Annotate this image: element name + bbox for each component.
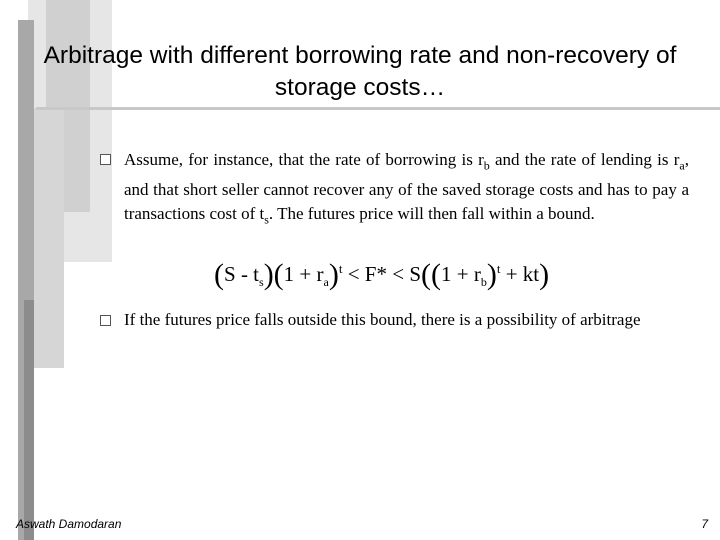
- hollow-square-bullet-icon: [100, 154, 111, 165]
- decor-block-dark-inner: [24, 300, 34, 540]
- page-number: 7: [701, 517, 708, 531]
- title-divider: [36, 107, 720, 110]
- bullet-assumption-text: Assume, for instance, that the rate of borrowing is $r_b$ and the rate of lending is $r_a$, and that short seller cannot recover any of the saved storage costs and has to pay a transactions cost of $t_s$. The futures price will then fall within a bound.: [124, 150, 689, 227]
- slide-title: Arbitrage with different borrowing rate and non-recovery of storage costs…: [43, 42, 677, 101]
- bullet-arbitrage-text: If the futures price falls outside this bound, there is a possibility of arbitrage: [124, 310, 641, 329]
- decor-block-left-strip: [30, 108, 64, 368]
- hollow-square-bullet-icon: [100, 315, 111, 326]
- footer-author: Aswath Damodaran: [16, 517, 122, 531]
- futures-bound-formula: $(S - t_s)(1 + r_a)^t < F* < S((1 + r_b)^t + kt)$: [214, 258, 550, 291]
